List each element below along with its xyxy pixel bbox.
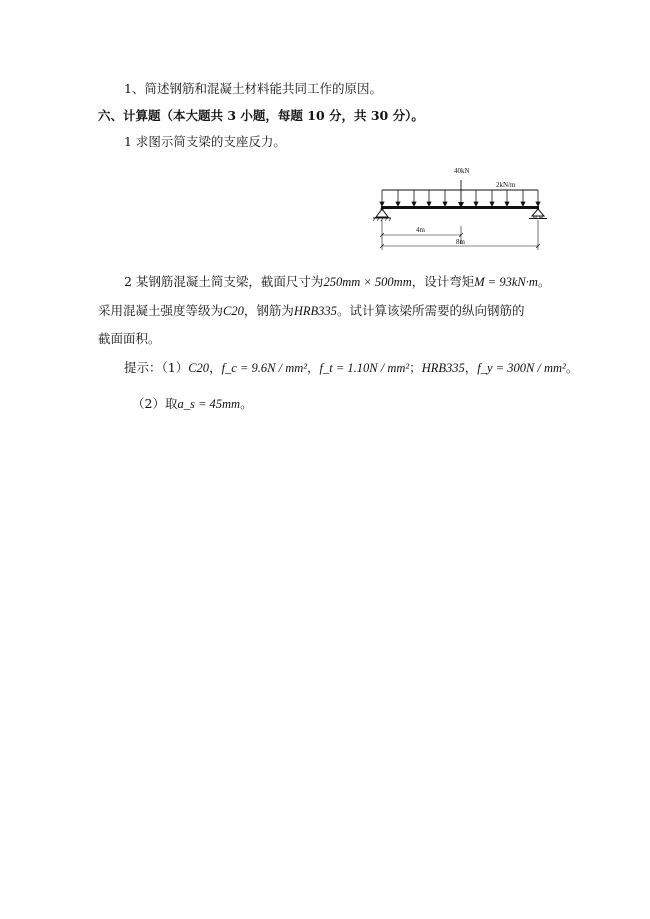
- problem-2-line-1: 2 某钢筋混凝土简支梁，截面尺寸为250mm × 500mm，设计弯矩M = 93kN·m。: [124, 274, 551, 289]
- dim-full-label: 8m: [456, 238, 465, 246]
- left-pin-support: [373, 208, 391, 221]
- point-load-label: 40kN: [454, 167, 470, 175]
- problem-2-line-2: 采用混凝土强度等级为C20，钢筋为HRB335。试计算该梁所需要的纵向钢筋的: [98, 303, 525, 318]
- problem-2-line-3: 截面面积。: [98, 331, 161, 346]
- problem-1-text: 1 求图示简支梁的支座反力。: [124, 134, 286, 149]
- hint-line-2: （2）取a_s = 45mm。: [132, 396, 253, 411]
- right-roller-support: [529, 209, 547, 219]
- beam: [381, 206, 539, 209]
- hint-line-1: 提示：（1）C20，f_c = 9.6N / mm²，f_t = 1.10N / mm²；HRB335，f_y = 300N / mm²。: [124, 360, 579, 375]
- beam-figure: [370, 160, 550, 252]
- dim-half-label: 4m: [416, 226, 425, 234]
- udl-label: 2kN/m: [496, 181, 516, 189]
- question-1: 1、简述钢筋和混凝土材料能共同工作的原因。: [124, 81, 382, 96]
- section-6-title: 六、计算题（本大题共 3 小题，每题 10 分，共 30 分）。: [98, 108, 424, 123]
